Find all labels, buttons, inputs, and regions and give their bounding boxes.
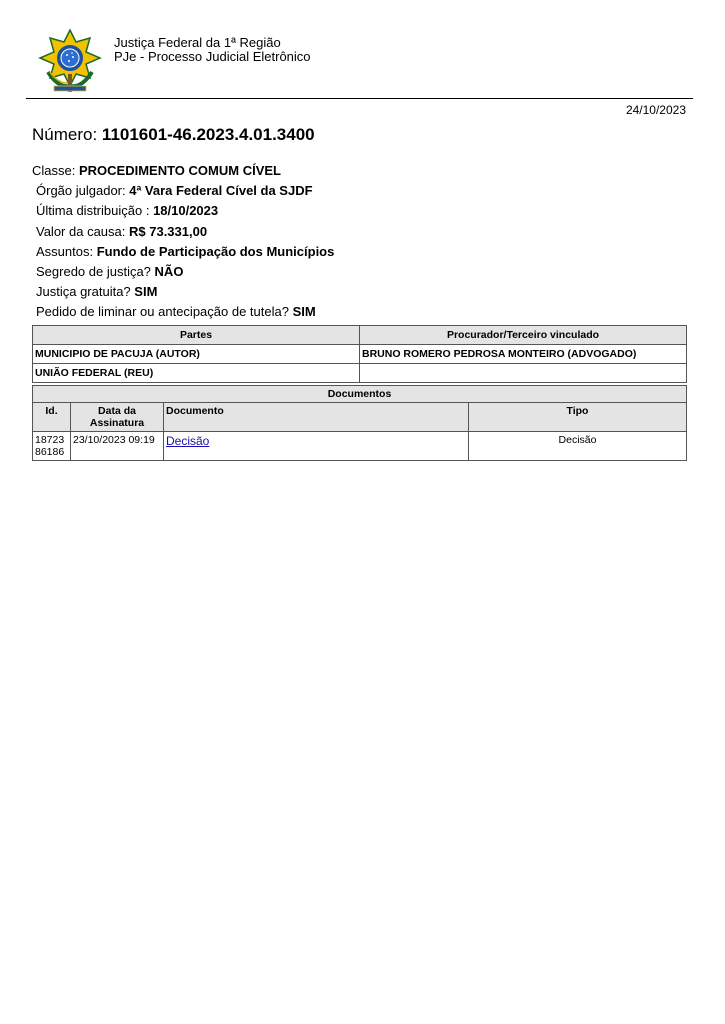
field-valor [32, 222, 692, 242]
field-liminar-label: Pedido de liminar ou antecipação de tutela? [36, 304, 289, 320]
field-orgao-value: 4ª Vara Federal Cível da SJDF [129, 183, 313, 199]
doc-name-cell [164, 432, 469, 461]
field-gratuita [32, 282, 692, 302]
court-name: Justiça Federal da 1ª Região [114, 35, 281, 50]
doc-date-cell: 23/10/2023 09:19 [71, 432, 164, 461]
table-row [33, 364, 687, 383]
process-fields [32, 161, 692, 323]
parties-header: Partes [33, 326, 360, 345]
field-liminar-value: SIM [292, 304, 316, 320]
field-distribuicao-label: Última distribuição : [36, 203, 150, 219]
field-segredo [32, 262, 692, 282]
parties-header-row [33, 326, 687, 345]
brazil-coat-of-arms-icon [38, 28, 102, 94]
date-header: Data da Assinatura [71, 403, 164, 432]
field-segredo-value: NÃO [154, 263, 184, 279]
attorney-header: Procurador/Terceiro vinculado [360, 326, 687, 345]
field-gratuita-value: SIM [134, 284, 158, 300]
table-row [33, 432, 687, 461]
parties-table [32, 325, 687, 383]
field-classe-label: Classe: [32, 163, 76, 178]
document-header: Documento [164, 403, 469, 432]
field-assuntos-value: Fundo de Participação dos Municípios [96, 243, 335, 259]
field-classe [32, 161, 692, 181]
documents-title-row [33, 386, 687, 403]
attorney-cell: BRUNO ROMERO PEDROSA MONTEIRO (ADVOGADO) [360, 345, 687, 364]
document-link[interactable]: Decisão [166, 434, 210, 448]
id-header: Id. [33, 403, 71, 432]
field-liminar [32, 302, 692, 322]
documents-title: Documentos [33, 386, 687, 403]
process-number-value: 1101601-46.2023.4.01.3400 [101, 125, 315, 144]
process-number [32, 125, 315, 145]
field-distribuicao-value: 18/10/2023 [153, 203, 219, 219]
print-date: 24/10/2023 [625, 103, 686, 117]
type-header: Tipo [469, 403, 687, 432]
field-valor-value: R$ 73.331,00 [129, 223, 208, 239]
field-assuntos [32, 242, 692, 262]
documents-header-row [33, 403, 687, 432]
party-cell: UNIÃO FEDERAL (REU) [33, 364, 360, 383]
attorney-cell [360, 364, 687, 383]
process-number-label: Número: [32, 125, 98, 144]
field-valor-label: Valor da causa: [36, 223, 126, 239]
field-orgao-label: Órgão julgador: [36, 183, 126, 199]
field-gratuita-label: Justiça gratuita? [36, 284, 131, 300]
page-header [0, 0, 725, 100]
party-cell: MUNICIPIO DE PACUJA (AUTOR) [33, 345, 360, 364]
doc-type-cell: Decisão [469, 432, 687, 461]
doc-id-cell: 18723 86186 [33, 432, 71, 461]
field-assuntos-label: Assuntos: [36, 243, 94, 259]
field-classe-value: PROCEDIMENTO COMUM CÍVEL [78, 163, 281, 178]
header-divider [26, 98, 693, 99]
documents-table [32, 385, 687, 461]
field-orgao [32, 181, 692, 201]
table-row [33, 345, 687, 364]
system-name: PJe - Processo Judicial Eletrônico [114, 49, 311, 64]
field-distribuicao [32, 201, 692, 221]
field-segredo-label: Segredo de justiça? [36, 263, 151, 279]
